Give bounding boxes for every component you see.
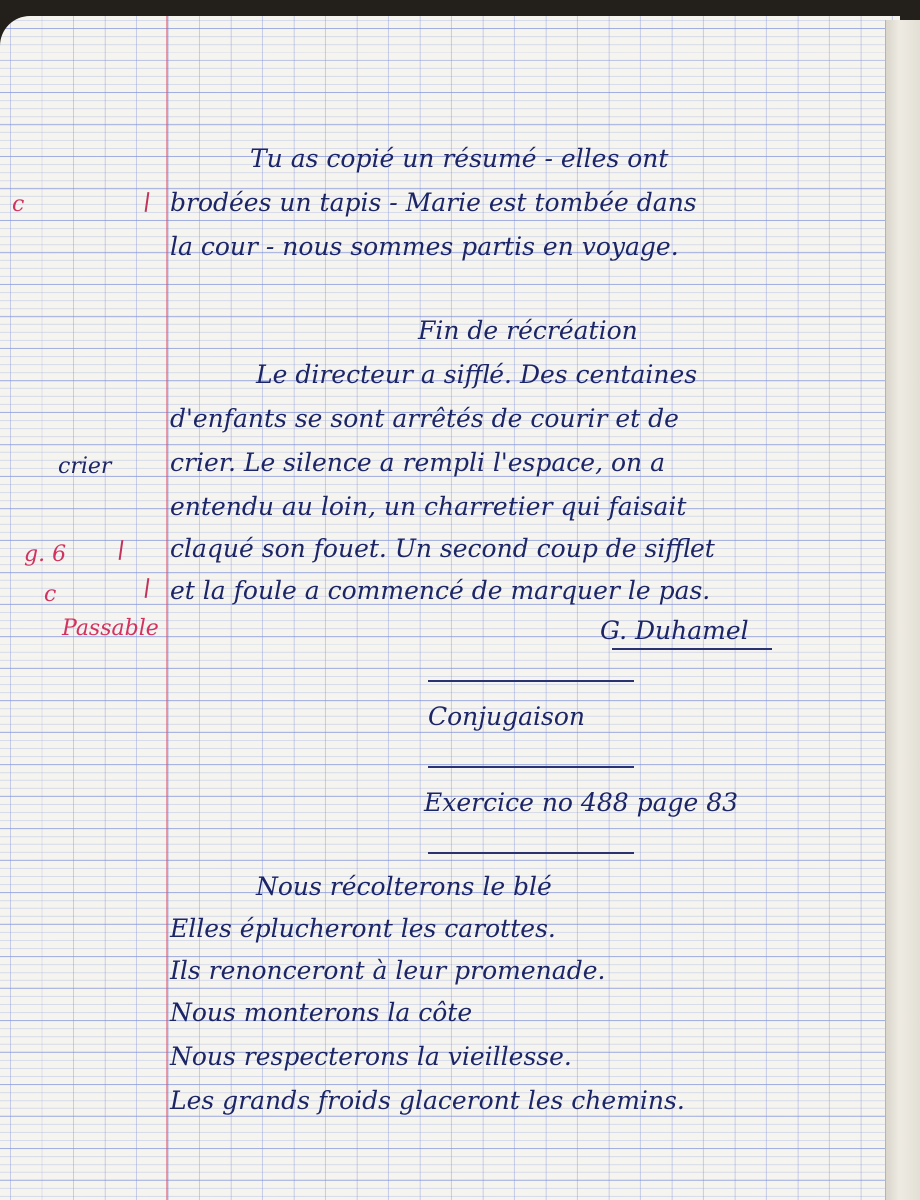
exercise-line-1: Tu as copié un résumé - elles ont <box>250 144 669 173</box>
dictation-title: Fin de récréation <box>418 316 638 345</box>
dictation-line-5: claqué son fouet. Un second coup de sifflet <box>170 534 715 563</box>
conjugation-sentence-6: Les grands froids glaceront les chemins. <box>170 1086 685 1115</box>
margin-mark-c-1: c <box>12 192 25 217</box>
margin-correction-crier: crier <box>58 454 112 479</box>
dictation-line-3: crier. Le silence a rempli l'espace, on a <box>170 448 665 477</box>
margin-line <box>166 16 168 1200</box>
rule-bottom <box>428 852 634 854</box>
conjugation-sentence-2: Elles éplucheront les carottes. <box>170 914 556 943</box>
next-page-edge <box>885 20 920 1200</box>
grade-passable: Passable <box>62 616 159 641</box>
notebook-page <box>0 16 900 1200</box>
conjugation-sentence-4: Nous monterons la côte <box>170 998 473 1027</box>
dictation-line-1: Le directeur a sifflé. Des centaines <box>256 360 698 389</box>
author-underline <box>612 648 772 650</box>
conjugation-title: Conjugaison <box>428 702 586 731</box>
margin-mark-g6: g. 6 <box>24 542 67 567</box>
exercise-reference: Exercice no 488 page 83 <box>424 788 739 817</box>
exercise-line-2: brodées un tapis - Marie est tombée dans <box>170 188 697 217</box>
margin-tick-2 <box>119 540 124 560</box>
margin-mark-c-2: c <box>44 582 57 607</box>
rule-top <box>428 680 634 682</box>
dictation-author: G. Duhamel <box>600 616 749 645</box>
margin-tick-3 <box>145 578 150 598</box>
conjugation-sentence-1: Nous récolterons le blé <box>256 872 552 901</box>
exercise-line-3: la cour - nous sommes partis en voyage. <box>170 232 679 261</box>
conjugation-sentence-5: Nous respecterons la vieillesse. <box>170 1042 572 1071</box>
rule-middle <box>428 766 634 768</box>
dictation-line-2: d'enfants se sont arrêtés de courir et de <box>170 404 679 433</box>
conjugation-sentence-3: Ils renonceront à leur promenade. <box>170 956 606 985</box>
dictation-line-6: et la foule a commencé de marquer le pas. <box>170 576 711 605</box>
margin-tick-1 <box>145 192 150 212</box>
dictation-line-4: entendu au loin, un charretier qui faisait <box>170 492 687 521</box>
